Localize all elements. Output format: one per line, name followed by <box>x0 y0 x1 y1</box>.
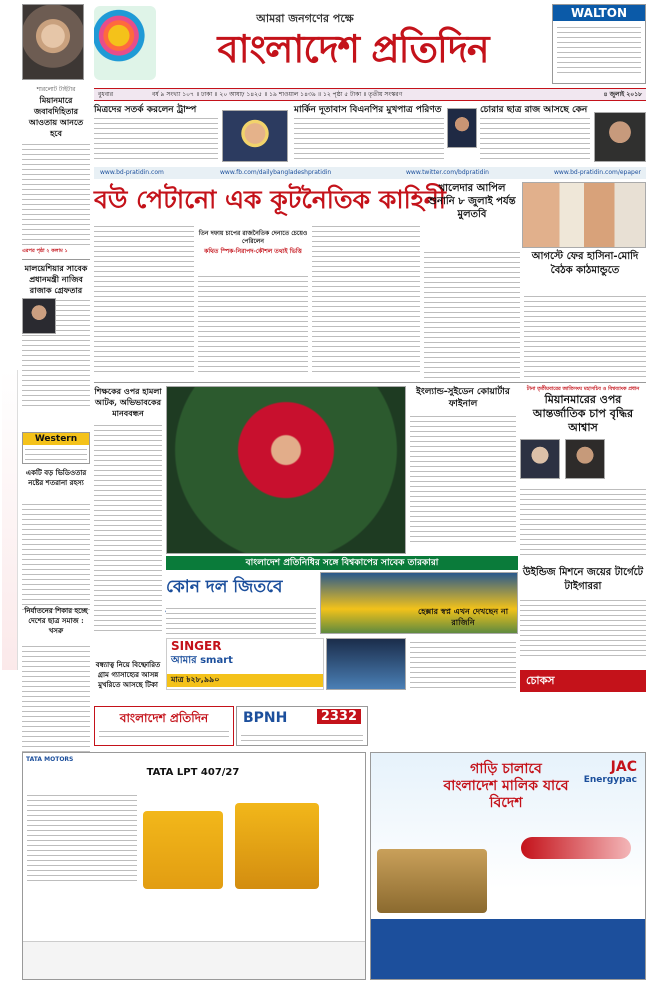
jac-sub: Energypac <box>583 775 637 785</box>
lead-subhead-box <box>198 230 308 270</box>
worldcup-photo <box>166 386 406 554</box>
quarterfinal-text <box>410 414 516 544</box>
hasina-story[interactable] <box>524 250 646 290</box>
bpnh-label: BPNH <box>243 710 288 726</box>
bp-ad-text <box>99 729 229 739</box>
left-story-headline[interactable]: নির্যাতনের শিকার হচ্ছে দেশের ছাত্র সমাজ : খসরু <box>24 606 88 635</box>
western-ad[interactable] <box>22 432 90 464</box>
left-portrait-photo <box>22 4 84 80</box>
chaukas-ad[interactable] <box>520 670 646 692</box>
lead-subhead-1: তিন দফায় চাপের রাজনৈতিক দেনাতে চেয়েও পেরিলেন <box>198 230 308 245</box>
singer-tagline: আমার smart <box>171 655 233 666</box>
un-chief-photo <box>520 439 560 479</box>
top-story-headline: চোরার ছাত্র রাজ আসছে কেন <box>480 105 588 115</box>
myanmar-story[interactable] <box>520 386 646 562</box>
left-story-headline[interactable]: মালয়েশিয়ার সাবেক প্রধানমন্ত্রী নাজিব রাজাক গ্রেফতার <box>24 263 88 295</box>
masthead-tagline: আমরা জনগণের পক্ষে <box>256 12 354 25</box>
lead-headline: বউ পেটানো এক কূটনৈতিক কাহিনী <box>94 185 446 214</box>
quarterfinal-headline: ইংল্যান্ড-সুইডেন কোয়ার্টার ফাইনাল <box>416 387 510 409</box>
worldcup-strip-text: বাংলাদেশ প্রতিনিধির সঙ্গে বিশ্বকাপের সাবেক তারকারা <box>245 558 439 568</box>
top-story-headline: মার্কিন দূতাবাস বিএনপির মুখপাত্র পরিণত <box>294 105 442 115</box>
khaleda-text <box>424 250 520 378</box>
tigers-headline: উইন্ডিজ মিশনে জয়ের টার্গেটে টাইগাররা <box>522 567 644 592</box>
yellow-truck-1 <box>143 811 223 889</box>
chaukas-logo: চোকস <box>526 674 555 687</box>
side-title-strip <box>2 370 18 670</box>
story-kicker: শারলোট টাইটার <box>36 86 76 93</box>
lead-text-mid <box>198 274 308 374</box>
myanmar-headline: মিয়ানমারের ওপর আন্তর্জাতিক চাপ বৃদ্ধির আশ্বাস <box>532 393 634 434</box>
bp-ad-logo: বাংলাদেশ প্রতিদিন <box>119 711 209 725</box>
social-bar <box>94 167 646 179</box>
tv-photo <box>326 638 406 690</box>
hexa-headline: হেক্সার স্বপ্ন এখন দেখছেন না রাজিনি <box>417 606 509 627</box>
najib-photo <box>22 298 56 334</box>
myanmar-text <box>520 487 646 557</box>
singer-price: মাত্র ৳২৮,৯৯০ <box>167 674 323 687</box>
story-text <box>94 116 218 160</box>
airplane-graphic <box>521 837 631 859</box>
story-text <box>294 116 444 160</box>
lead-text-left <box>94 224 194 374</box>
day-label: বুধবার <box>98 91 114 98</box>
left-column <box>22 84 90 664</box>
issue-info: বর্ষ ৯ সংখ্যা ১০৭ ॥ ঢাকা ॥ ২০ আষাঢ় ১৪২৫ ॥ ১৯ শাওয়াল ১৪৩৯ ॥ ১২ পৃষ্ঠা ৫ টাকা ॥ তৃতীয় সংস্করণ <box>152 91 403 98</box>
jac-headline: গাড়ি চালাবে বাংলাদেশ মালিক যাবে বিদেশ <box>443 761 569 811</box>
western-logo: Western <box>23 433 89 445</box>
top-story-embassy[interactable] <box>294 104 444 162</box>
walton-ad-text <box>557 25 641 75</box>
hasina-headline: আগস্টে ফের হাসিনা-মোদি বৈঠক কাঠমান্ডুতে <box>531 251 639 276</box>
tata-ad[interactable] <box>22 752 366 980</box>
top-story-thief[interactable] <box>480 104 646 162</box>
teachers-story[interactable] <box>94 386 162 658</box>
top-story-headline: মিত্রদের সতর্ক করলেন ট্রাম্প <box>94 105 197 115</box>
epaper-link[interactable]: www.bd-pratidin.com/epaper <box>554 169 641 176</box>
bpnh-number: 2332 <box>317 709 361 724</box>
left-story-headline[interactable]: একটি বড় ভিডিওতার নষ্টের শতরানা রহস্য <box>25 468 87 487</box>
story-text <box>22 142 90 248</box>
tata-brand: TATA MOTORS <box>26 756 74 763</box>
walton-logo: WALTON <box>553 5 645 21</box>
left-story-headline[interactable]: মিয়ানমারে জবাবদিহিতার আওতায় আনতে হবে <box>28 95 84 138</box>
worldcup-text <box>166 606 316 634</box>
jac-footer-bar <box>371 919 645 979</box>
khaleda-story[interactable] <box>424 182 520 248</box>
middle-fill-text <box>410 640 516 690</box>
singer-logo: SINGER <box>171 639 222 653</box>
quarterfinal-story[interactable] <box>410 386 516 546</box>
date-bar <box>94 88 646 101</box>
read-more-link[interactable]: এরপর পৃষ্ঠা ২ কলাম ১ <box>22 248 68 254</box>
date-label: ৪ জুলাই ২০১৮ <box>603 91 642 98</box>
tigers-story[interactable] <box>520 566 646 666</box>
tata-address-text <box>27 793 137 883</box>
columnist-photo <box>594 112 646 162</box>
minister-photo <box>447 108 477 148</box>
jac-truck <box>377 849 487 913</box>
worldcup-headline[interactable]: কোন দল জিতবে <box>166 577 283 597</box>
story-text <box>22 502 90 612</box>
bpnh-text <box>241 733 363 741</box>
hasina-text <box>524 294 646 378</box>
masthead-title: বাংলাদেশ প্রতিদিন <box>217 26 489 71</box>
bpnh-ad[interactable] <box>236 706 368 746</box>
twitter-link[interactable]: www.twitter.com/bdpratidin <box>406 169 489 176</box>
letter-headline: বন্ধ্যাত্ব নিয়ে বিষ্ফোরিত গ্রাম গ্যাসাহ্যের আসন্ন মুখরিতে আসছে টিকা <box>95 660 161 689</box>
lead-story[interactable] <box>94 182 446 378</box>
jac-ad[interactable] <box>370 752 646 980</box>
worldbank-chief-photo <box>565 439 605 479</box>
lead-text-right <box>312 224 420 374</box>
bp-ad[interactable] <box>94 706 234 746</box>
tata-title: TATA LPT 407/27 <box>146 767 240 778</box>
tigers-text <box>520 598 646 658</box>
teachers-headline: শিক্ষকের ওপর হামলা আটক, অভিভাবকের মানববন্ধন <box>94 386 162 418</box>
walton-ad[interactable] <box>552 4 646 84</box>
worldcup-strip <box>166 556 518 570</box>
jac-logo: JAC <box>610 759 637 775</box>
khaleda-headline: খালেদার আপিল শুনানি ৮ জুলাই পর্যন্ত মুলতবি <box>428 183 516 220</box>
singer-ad[interactable] <box>166 638 324 690</box>
hasina-modi-photo <box>522 182 646 248</box>
yellow-truck-2 <box>235 803 319 889</box>
western-ad-text <box>25 447 87 463</box>
myanmar-kicker: টানা তৃতীয়বারের জাতিসংঘ মহাসচিব ও বিশ্বব্যাংক প্রধান <box>526 386 640 392</box>
story-text <box>480 116 590 160</box>
site-link[interactable]: www.bd-pratidin.com <box>100 169 164 176</box>
tata-footer-bar <box>23 941 365 979</box>
trump-photo <box>222 110 288 162</box>
facebook-link[interactable]: www.fb.com/dailybangladeshpratidin <box>220 169 332 176</box>
masthead-logo-graphic <box>94 6 156 80</box>
lead-subhead-2: কথিত স্পিক-নিরাপদ-কৌশল তথ্যই ভিত্তি <box>204 248 302 255</box>
teachers-text <box>94 423 162 633</box>
top-story-trump[interactable] <box>94 104 290 162</box>
